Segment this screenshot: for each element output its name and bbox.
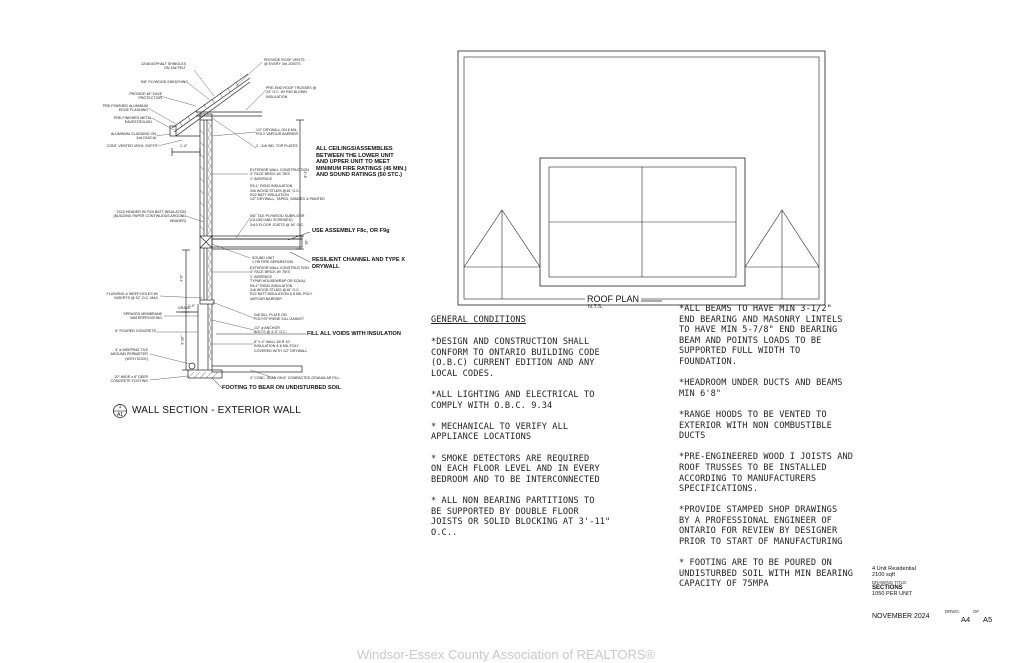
roof-plan-scale: N.T.S. (588, 304, 603, 310)
sheet-total: A5 (983, 615, 993, 624)
callout-ceiling-drywall: 1/2" DRYWALL ON 6 MIL POLY VAPOUR BARRIER (256, 128, 299, 137)
callout-sheathing: 5/8" PLYWOOD SHEATHING (140, 80, 188, 84)
condition-item: *DESIGN AND CONSTRUCTION SHALL CONFORM TO ONTARIO BUILDING CODE (O.B.C) CURRENT EDITION AND ANY LOCAL CODES. (431, 337, 600, 379)
drawing-sub: 1050 PER UNIT (872, 591, 913, 598)
callout-header: 2X10 HEADER W/ R20 BATT INSULATION (BUILDING PAPER CONTINUOUS AROUND HEADER) (113, 210, 186, 223)
callout-concrete: 8" POURED CONCRETE (115, 329, 156, 333)
callout-eave-protection: PROVIDE 48" EAVE PROTECTION (129, 92, 162, 101)
drawing-title: SECTIONS (872, 584, 903, 591)
callout-upper-wall: EXTERIOR WALL CONSTRUCTION 4" FACE BRICK W/ TIES 1" AIRSPACE R5-1" RIGID INSULATION 2x6 WOOD STUDS @16" O.C. R22 BATT INSULATION 1/2" DRYWALL, TAPED, SANDED & PAINTED (250, 168, 325, 202)
callout-flashing: FLASHING & WEEP HOLES W/ INSERTS @ 32" O.C. MAX (106, 292, 158, 301)
callout-sound-unit: SOUND UNIT 1 HR FIRE SEPARATION (252, 256, 294, 265)
detail-sheet: A1 (116, 411, 124, 418)
callout-weeping-tile: 4" ø WEEPING TILE AROUND PERIMETER (WITH SOCK) (110, 348, 148, 361)
callout-wall-insulation: 8" X 4" WALL W/ R 10 INSULATION & 6 MIL POLY COVERED WITH 1/2" DRYWALL (254, 340, 308, 353)
project-area: 2100 sqft (872, 572, 896, 579)
callout-subfloor: 5/8" T&G PLYWOOD SUBFLOOR (GLUED AND SCREWED) 2x10 FLOOR JOISTS @ 16" O.C. (250, 214, 305, 227)
drwg-label: DRWG: (945, 609, 961, 614)
detail-number: 1 (118, 403, 122, 410)
sheet-number: A4 (961, 615, 971, 624)
condition-item: *ALL BEAMS TO HAVE MIN 3-1/2" END BEARING AND MASONRY LINTELS TO HAVE MIN 5-7/8" END BEARING BEAM AND POINTS LOADS TO BE SUPPORTED FULL WIDTH TO FOUNDATION. (679, 304, 843, 367)
general-conditions-left (431, 337, 610, 549)
fill-voids-note: FILL ALL VOIDS WITH INSULATION (307, 331, 401, 337)
dim-lower-wall-1: 4'-0" (179, 274, 184, 282)
callout-footing: 20" WIDE x 8" DEEP CONCRETE FOOTING (110, 375, 148, 384)
general-conditions-heading: GENERAL CONDITIONS (431, 315, 526, 325)
footing-note: FOOTING TO BEAR ON UNDISTURBED SOIL (222, 385, 341, 391)
watermark: Windsor-Essex County Association of REALTORS® (357, 647, 656, 662)
drawing-date: NOVEMBER 2024 (872, 613, 930, 620)
project-name: 4 Unit Residential (872, 566, 916, 572)
resilient-channel-note: RESILIENT CHANNEL AND TYPE X DRYWALL (312, 257, 405, 270)
general-conditions-right (679, 304, 853, 601)
callout-sill-plate: 2x6 SILL PLATE ON POLYSTYRENE SILL GASKET (254, 313, 305, 322)
callout-slab: 4" CONC. SLAB ON 6" COMPACTED GRANULAR FILL (250, 376, 340, 380)
condition-item: * SMOKE DETECTORS ARE REQUIRED ON EACH FLOOR LEVEL AND IN EVERY BEDROOM AND TO BE INTERCONNECTED (431, 453, 600, 485)
condition-item: * ALL NON BEARING PARTITIONS TO BE SUPPORTED BY DOUBLE FLOOR JOISTS OR SOLID BLOCKING AT 3'-11" O.C.. (431, 495, 611, 538)
condition-item: *ALL LIGHTING AND ELECTRICAL TO COMPLY WITH O.B.C. 9.34 (431, 389, 595, 411)
dim-lower-wall-2: 3'-10" (180, 335, 185, 345)
fire-rating-note: ALL CEILINGS/ASSEMBLIES BETWEEN THE LOWER UNIT AND UPPER UNIT TO MEET MINIMUM FIRE RATINGS (45 MIN.) AND SOUND RATINGS (50 STC.) (316, 146, 407, 179)
condition-item: *PRE-ENGINEERED WOOD I JOISTS AND ROOF TRUSSES TO BE INSTALLED ACCORDING TO MANUFACTURERS SPECIFICATIONS. (679, 452, 854, 495)
wall-section-title: WALL SECTION - EXTERIOR WALL (132, 405, 301, 416)
wall-section-drawing (0, 0, 440, 430)
assembly-note: USE ASSEMBLY F8c, OR F9g (312, 228, 390, 234)
condition-item: * FOOTING ARE TO BE POURED ON UNDISTURBED SOIL WITH MIN BEARING CAPACITY OF 75MPA (679, 558, 854, 590)
roof-plan-drawing (455, 48, 830, 313)
dim-upper-wall: 8'-1" (303, 170, 308, 178)
dim-grade-offset: 1'-0" (188, 304, 196, 308)
callout-waterproofing: SPRAYED MEMBRANE WATERPROOFING (123, 312, 162, 321)
condition-item: * MECHANICAL TO VERIFY ALL APPLIANCE LOCATIONS (431, 421, 569, 443)
callout-lower-wall: EXTERIOR WALL CONSTRUCTION 4" FACE BRICK W/ TIES 1" AIRSPACE TYPAR HOUSEWRAP OR EQUAL R5-1" RIGID INSULATION 2x6 WOOD STUDS @16" O.C. R22 BATT INSULATION & 6 MIL POLY VAPOUR BARRIER (250, 266, 313, 301)
of-label: OF (973, 609, 980, 614)
condition-item: *RANGE HOODS TO BE VENTED TO EXTERIOR WITH NON COMBUSTIBLE DUCTS (679, 409, 832, 442)
callout-trusses: PRE-ENG ROOF TRUSSES @ 24" O.C. W/ R50 BLOWN INSULATION (266, 86, 317, 99)
callout-eavestrough: PRE-FINISHED METAL EAVESTROUGH (113, 116, 152, 125)
dim-floor: 10" (304, 239, 309, 245)
title-block (872, 566, 1002, 598)
callout-edge-flashing: PRE-FINISHED ALUMINUM EDGE FLASHING (102, 104, 148, 113)
condition-item: *HEADROOM UNDER DUCTS AND BEAMS MIN 6'8" (679, 378, 843, 399)
dim-eave: 1'-4" (180, 144, 188, 148)
callout-anchor-bolts: 1/2" ø ANCHOR BOLTS @ 4'-0" O.C. (254, 326, 287, 335)
roof-plan-title: ROOF PLAN (587, 294, 640, 304)
drawing-title-label: DRAWING TITLE: (872, 579, 908, 585)
grade-label: GRADE (178, 306, 191, 310)
callout-shingles: 22/48 ASPHALT SHINGLES ON 15# FELT (140, 62, 186, 71)
callout-roof-vents: PROVIDE ROOF VENTS @ EVERY 3rd JOISTS (264, 58, 305, 67)
callout-soffit: CONT. VENTED VINYL SOFFIT (106, 144, 158, 148)
callout-top-plates: 2 - 2x6 WD. TOP PLATES (256, 144, 298, 148)
condition-item: *PROVIDE STAMPED SHOP DRAWINGS BY A PROFESSIONAL ENGINEER OF ONTARIO FOR REVIEW BY DESIGNER PRIOR TO START OF MANUFACTURING (679, 505, 843, 548)
callout-fascia: ALUMINUM CLADDING ON 2x6 FASCIA (110, 132, 156, 141)
